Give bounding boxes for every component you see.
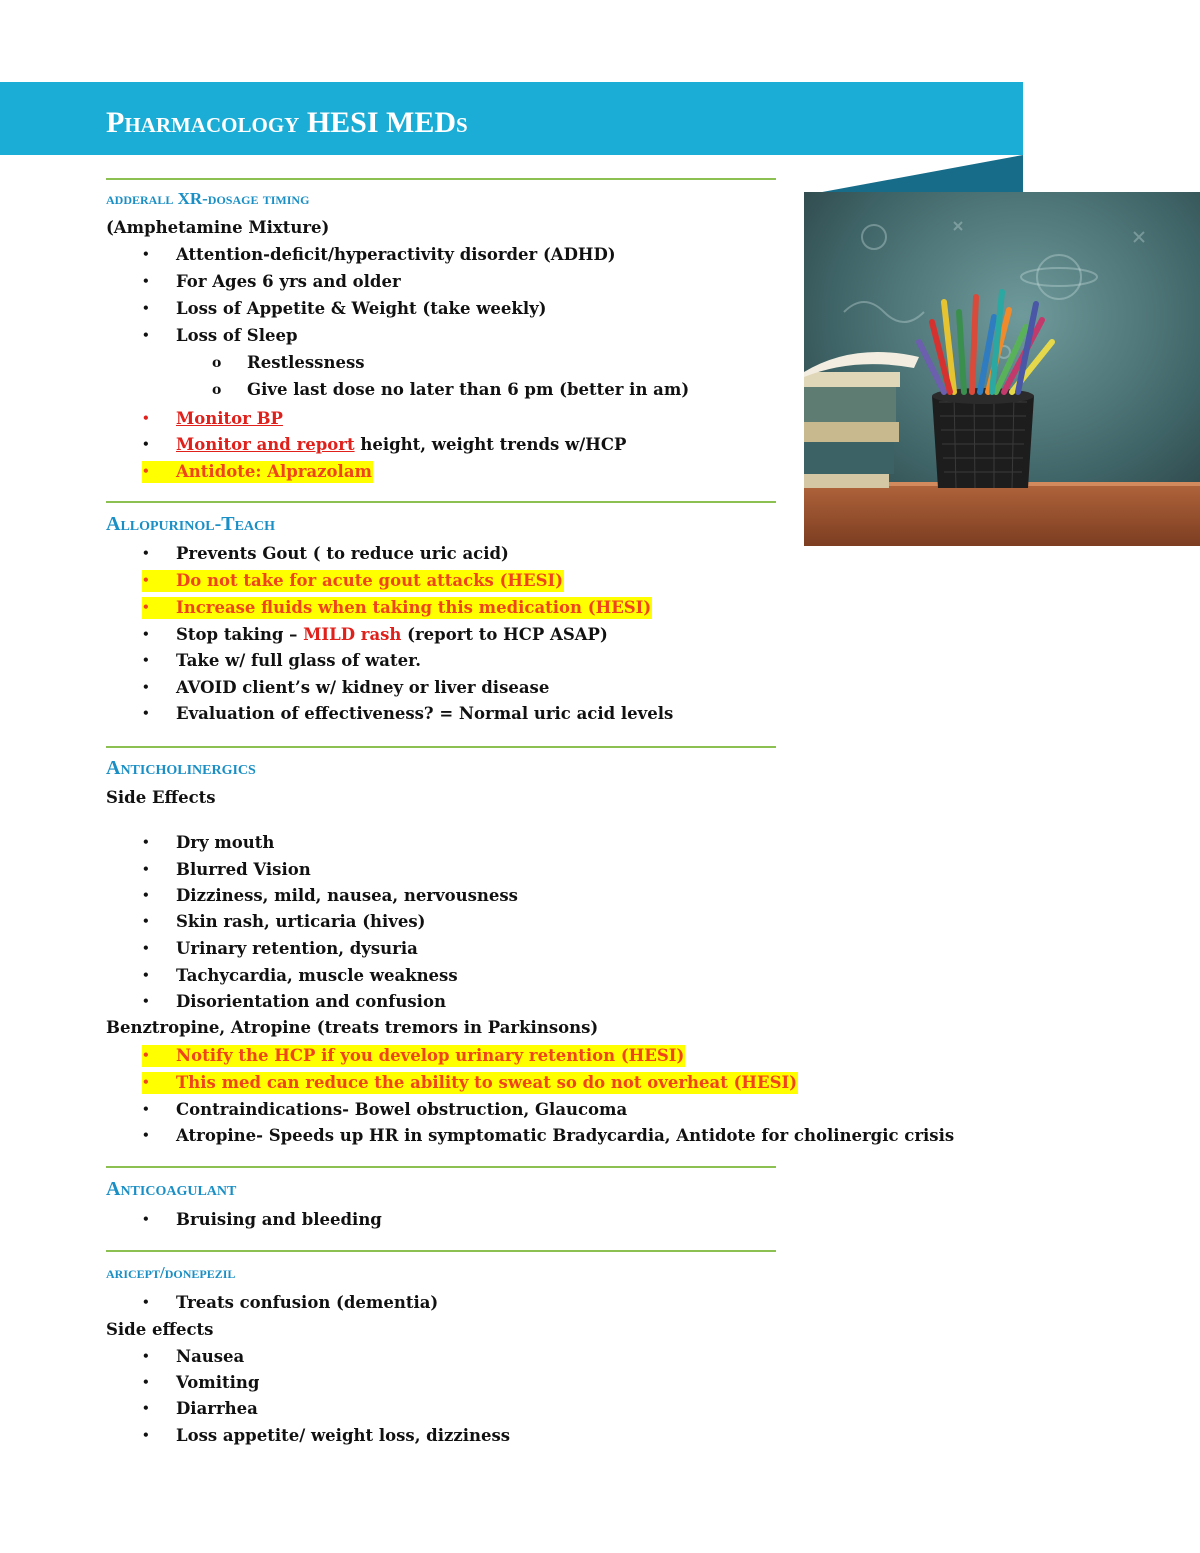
- bullet-icon: •: [142, 627, 150, 641]
- bullet-icon: •: [142, 835, 150, 849]
- books-and-pencil-cup-photo: [804, 192, 1200, 546]
- section-heading-aricept: aricept/donepezil: [106, 1263, 236, 1282]
- bullet-icon: •: [142, 1349, 150, 1363]
- list-item: • Loss appetite/ weight loss, dizziness: [142, 1426, 511, 1445]
- list-item-highlighted: • Notify the HCP if you develop urinary retention (HESI): [142, 1046, 685, 1065]
- bullet-icon: •: [142, 1295, 150, 1309]
- section-rule: [106, 1166, 776, 1168]
- sub-list-item: o Give last dose no later than 6 pm (better in am): [212, 380, 690, 399]
- list-item: • Nausea: [142, 1347, 245, 1366]
- bullet-icon: •: [142, 1401, 150, 1415]
- bullet-icon: •: [142, 680, 150, 694]
- list-item-highlighted: • Increase fluids when taking this medication (HESI): [142, 598, 652, 617]
- bullet-icon: •: [142, 1428, 150, 1442]
- page-title: Pharmacology HESI MEDs: [106, 106, 468, 139]
- list-item: • Evaluation of effectiveness? = Normal uric acid levels: [142, 704, 674, 723]
- bullet-icon: •: [142, 1102, 150, 1116]
- bullet-icon: •: [142, 464, 150, 478]
- list-item: • Contraindications- Bowel obstruction, Glaucoma: [142, 1100, 628, 1119]
- sub-list-item: o Restlessness: [212, 353, 365, 372]
- section-rule: [106, 501, 776, 503]
- bullet-icon: •: [142, 301, 150, 315]
- list-item: • Dizziness, mild, nausea, nervousness: [142, 886, 518, 905]
- list-item-monitor-report: • Monitor and report height, weight trends w/HCP: [142, 435, 627, 454]
- bullet-icon: •: [142, 1048, 150, 1062]
- list-item: • Diarrhea: [142, 1399, 258, 1418]
- bullet-icon: •: [142, 247, 150, 261]
- bullet-icon: •: [142, 437, 150, 451]
- sub-bullet-icon: o: [212, 382, 222, 398]
- list-item: • Tachycardia, muscle weakness: [142, 966, 458, 985]
- bullet-icon: •: [142, 1075, 150, 1089]
- bullet-icon: •: [142, 994, 150, 1008]
- list-item: • For Ages 6 yrs and older: [142, 272, 401, 291]
- list-item: • Loss of Sleep: [142, 326, 298, 345]
- list-item: • Stop taking – MILD rash (report to HCP ASAP): [142, 625, 608, 644]
- bullet-icon: •: [142, 941, 150, 955]
- list-item: • Skin rash, urticaria (hives): [142, 912, 426, 931]
- list-item: • Treats confusion (dementia): [142, 1293, 439, 1312]
- side-effects-label: Side effects: [106, 1320, 214, 1339]
- list-item: • Loss of Appetite & Weight (take weekly): [142, 299, 547, 318]
- list-item: • Dry mouth: [142, 833, 275, 852]
- bullet-icon: •: [142, 573, 150, 587]
- list-item: • Prevents Gout ( to reduce uric acid): [142, 544, 509, 563]
- bullet-icon: •: [142, 862, 150, 876]
- bullet-icon: •: [142, 411, 150, 425]
- bullet-icon: •: [142, 1128, 150, 1142]
- banner-fold: [806, 155, 1023, 195]
- list-item: • Bruising and bleeding: [142, 1210, 382, 1229]
- list-item: • Blurred Vision: [142, 860, 311, 879]
- section-heading-anticoagulant: Anticoagulant: [106, 1178, 237, 1200]
- section-rule: [106, 178, 776, 180]
- list-item-highlighted: • Do not take for acute gout attacks (HESI): [142, 571, 564, 590]
- section-heading-allopurinol: Allopurinol-Teach: [106, 513, 276, 535]
- list-item: • Vomiting: [142, 1373, 260, 1392]
- list-item: • Attention-deficit/hyperactivity disorder (ADHD): [142, 245, 616, 264]
- section-heading-adderall: adderall XR-dosage timing: [106, 189, 310, 208]
- bullet-icon: •: [142, 328, 150, 342]
- list-item: • AVOID client’s w/ kidney or liver disease: [142, 678, 550, 697]
- bullet-icon: •: [142, 706, 150, 720]
- section-rule: [106, 746, 776, 748]
- bullet-icon: •: [142, 653, 150, 667]
- bullet-icon: •: [142, 914, 150, 928]
- bullet-icon: •: [142, 274, 150, 288]
- bullet-icon: •: [142, 1375, 150, 1389]
- bullet-icon: •: [142, 968, 150, 982]
- list-item: • Atropine- Speeds up HR in symptomatic Bradycardia, Antidote for cholinergic crisis: [142, 1126, 955, 1145]
- side-effects-label: Side Effects: [106, 788, 216, 807]
- list-item-monitor-bp: • Monitor BP: [142, 409, 283, 428]
- list-item: • Urinary retention, dysuria: [142, 939, 418, 958]
- benztropine-label: Benztropine, Atropine (treats tremors in Parkinsons): [106, 1018, 599, 1037]
- section-rule: [106, 1250, 776, 1252]
- adderall-subtitle: (Amphetamine Mixture): [106, 218, 330, 237]
- list-item: • Disorientation and confusion: [142, 992, 446, 1011]
- list-item-antidote: • Antidote: Alprazolam: [142, 462, 372, 481]
- bullet-icon: •: [142, 888, 150, 902]
- sub-bullet-icon: o: [212, 355, 222, 371]
- bullet-icon: •: [142, 600, 150, 614]
- bullet-icon: •: [142, 546, 150, 560]
- list-item-highlighted: • This med can reduce the ability to sweat so do not overheat (HESI): [142, 1073, 798, 1092]
- bullet-icon: •: [142, 1212, 150, 1226]
- section-heading-anticholinergics: Anticholinergics: [106, 757, 256, 779]
- list-item: • Take w/ full glass of water.: [142, 651, 422, 670]
